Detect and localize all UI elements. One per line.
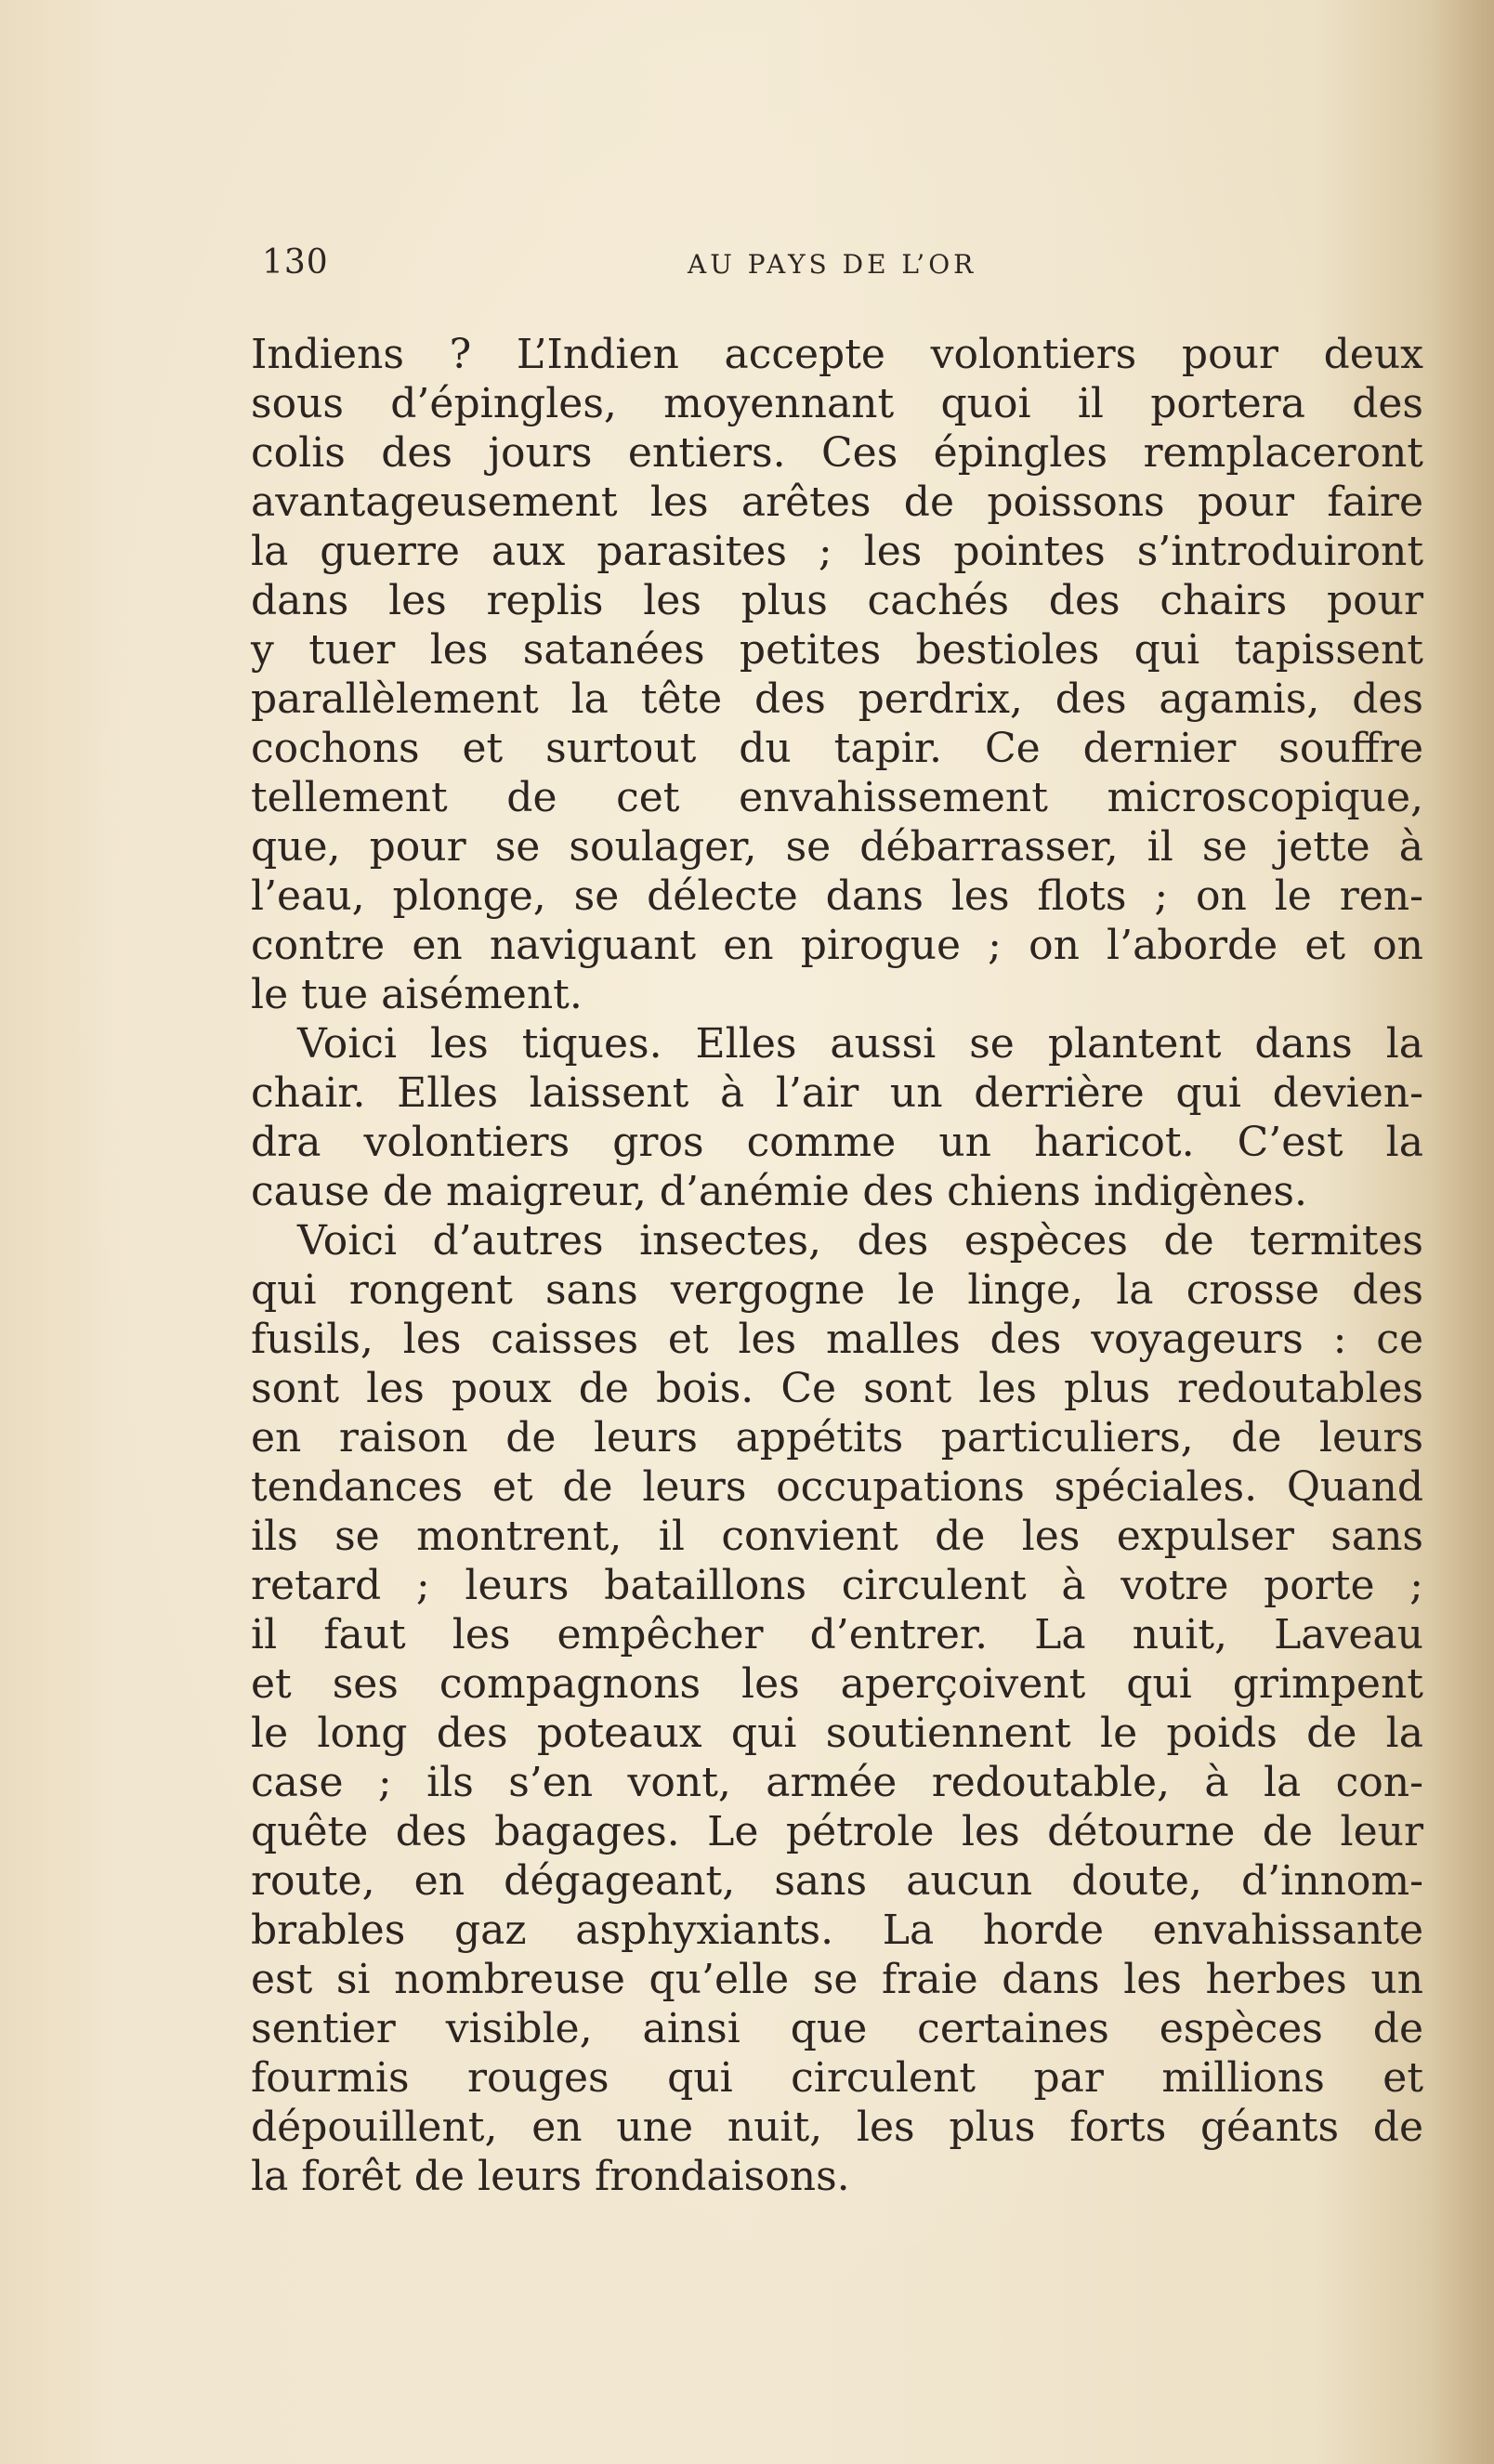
page-number: 130 — [262, 243, 329, 282]
text-line: est si nombreuse qu’elle se fraie dans les herbes un — [251, 1956, 1423, 2003]
text-line: ils se montrent, il convient de les expulser sans — [251, 1513, 1423, 1560]
text-line: cause de maigreur, d’anémie des chiens indigènes. — [251, 1168, 1307, 1215]
text-line: sous d’épingles, moyennant quoi il portera des — [251, 380, 1423, 427]
paragraph — [251, 1216, 1423, 2201]
text-line: le tue aisément. — [251, 971, 583, 1018]
page-header — [251, 243, 1431, 290]
text-line: tendances et de leurs occupations spéciales. Quand — [251, 1463, 1423, 1511]
text-line: fusils, les caisses et les malles des voyageurs : ce — [251, 1316, 1423, 1363]
text-line: cochons et surtout du tapir. Ce dernier souffre — [251, 725, 1423, 772]
text-line: Voici les tiques. Elles aussi se plantent dans la — [297, 1020, 1423, 1068]
running-head: AU PAYS DE L’OR — [688, 249, 977, 280]
text-line: dans les replis les plus cachés des chairs pour — [251, 577, 1423, 624]
text-line: Voici d’autres insectes, des espèces de termites — [297, 1217, 1423, 1265]
text-line: en raison de leurs appétits particuliers, de leurs — [251, 1414, 1423, 1461]
text-line: parallèlement la tête des perdrix, des agamis, des — [251, 675, 1423, 723]
text-line: il faut les empêcher d’entrer. La nuit, Laveau — [251, 1611, 1423, 1658]
text-line: chair. Elles laissent à l’air un derrière qui devien- — [251, 1069, 1423, 1117]
text-line: dépouillent, en une nuit, les plus forts géants de — [251, 2104, 1423, 2151]
text-line: colis des jours entiers. Ces épingles remplaceront — [251, 429, 1423, 477]
text-line: fourmis rouges qui circulent par millions et — [251, 2054, 1423, 2102]
text-line: que, pour se soulager, se débarrasser, il se jette à — [251, 823, 1423, 871]
text-line: la forêt de leurs frondaisons. — [251, 2153, 850, 2200]
text-line: brables gaz asphyxiants. La horde envahissante — [251, 1907, 1423, 1954]
text-line: l’eau, plonge, se délecte dans les flots ; on le ren- — [251, 872, 1423, 920]
text-line: qui rongent sans vergogne le linge, la crosse des — [251, 1266, 1423, 1314]
text-line: le long des poteaux qui soutiennent le poids de la — [251, 1710, 1423, 1757]
text-line: tellement de cet envahissement microscopique, — [251, 774, 1423, 821]
text-line: sentier visible, ainsi que certaines espèces de — [251, 2005, 1423, 2052]
text-line: Indiens ? L’Indien accepte volontiers pour deux — [251, 331, 1423, 378]
text-line: avantageusement les arêtes de poissons pour faire — [251, 478, 1423, 526]
paragraph — [251, 1019, 1423, 1216]
text-line: quête des bagages. Le pétrole les détourne de leur — [251, 1808, 1423, 1855]
text-line: route, en dégageant, sans aucun doute, d’innom- — [251, 1857, 1423, 1905]
page-edge-shadow — [1429, 0, 1494, 2464]
text-line: la guerre aux parasites ; les pointes s’introduiront — [251, 528, 1423, 575]
paragraph — [251, 330, 1423, 1019]
text-line: sont les poux de bois. Ce sont les plus redoutables — [251, 1365, 1423, 1412]
text-line: et ses compagnons les aperçoivent qui grimpent — [251, 1660, 1423, 1708]
text-line: retard ; leurs bataillons circulent à votre porte ; — [251, 1562, 1423, 1609]
text-line: case ; ils s’en vont, armée redoutable, à la con- — [251, 1759, 1423, 1806]
text-line: contre en naviguant en pirogue ; on l’aborde et on — [251, 922, 1423, 969]
text-line: dra volontiers gros comme un haricot. C’est la — [251, 1119, 1423, 1166]
body-text — [251, 330, 1423, 2201]
text-line: y tuer les satanées petites bestioles qui tapissent — [251, 626, 1423, 674]
